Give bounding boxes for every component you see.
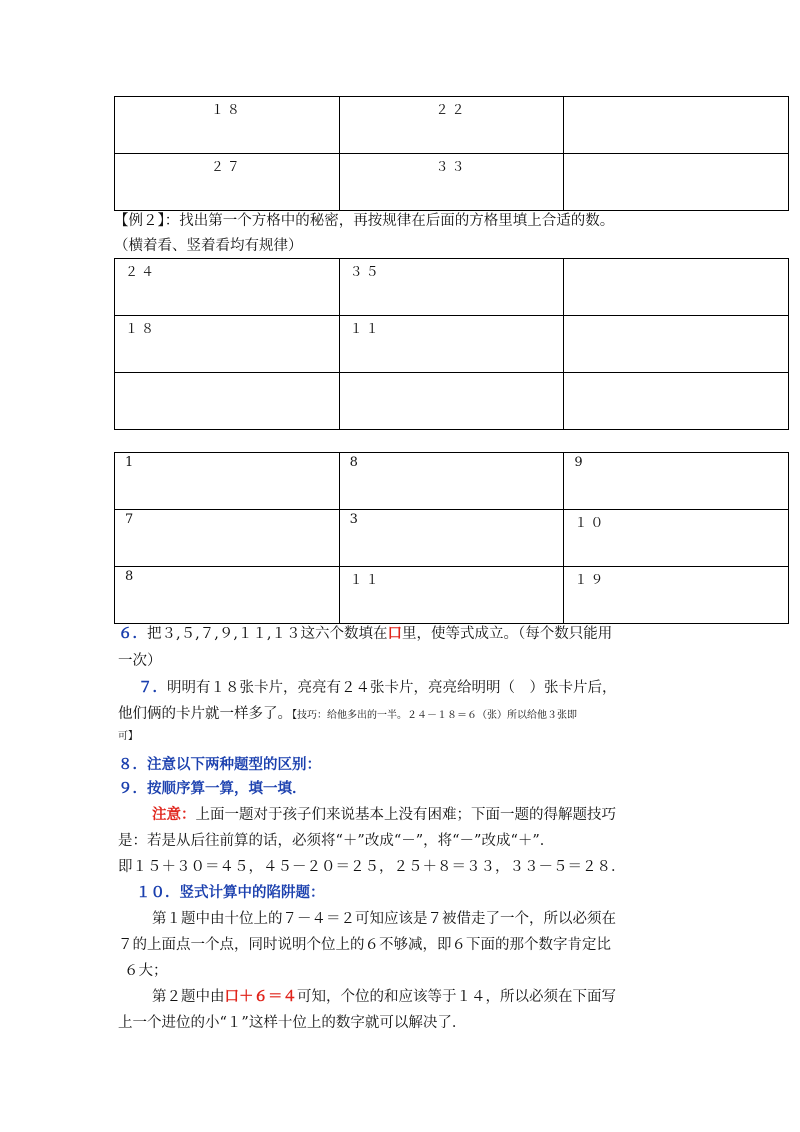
table-row xyxy=(115,97,789,154)
table-2 xyxy=(114,258,789,430)
table-cell: ３３ xyxy=(339,154,564,211)
table-row xyxy=(115,510,789,567)
tip-text-cont: 可】 xyxy=(118,731,138,742)
table-cell: 9 xyxy=(564,453,789,510)
note-label: 注意： xyxy=(152,806,196,823)
tip-text: 【技巧：给他多出的一半。２４－１８＝６（张）所以给他３张即 xyxy=(292,710,577,721)
table-cell: １９ xyxy=(564,567,789,624)
table-row xyxy=(115,567,789,624)
table-cell: 1 xyxy=(115,453,340,510)
note-line-3: 即１５＋３０＝４５，４５－２０＝２５，２５＋８＝３３，３３－５＝２８． xyxy=(118,859,626,875)
table-row xyxy=(115,154,789,211)
table-cell xyxy=(564,154,789,211)
example-2-heading: 【例２】：找出第一个方格中的秘密，再按规律在后面的方格里填上合适的数。 xyxy=(114,213,615,229)
question-text: 明明有１８张卡片，亮亮有２４张卡片，亮亮给明明（ ）张卡片后， xyxy=(167,680,617,696)
table-cell: １０ xyxy=(564,510,789,567)
example-2-hint: （横着看、竖着看均有规律） xyxy=(114,238,303,254)
q10-paragraph-2 xyxy=(152,987,616,1007)
table-cell xyxy=(339,373,564,430)
paragraph-text: 第２题中由 xyxy=(152,989,225,1005)
answer-box: 口 xyxy=(387,625,403,642)
question-6-cont: 一次） xyxy=(118,653,162,669)
table-row xyxy=(115,259,789,316)
table-cell: 8 xyxy=(115,567,340,624)
question-number: ７． xyxy=(138,679,167,696)
table-cell: ２２ xyxy=(339,97,564,154)
table-cell: ２４ xyxy=(115,259,340,316)
question-7-cont xyxy=(118,704,577,726)
question-text: 把３,５,７,９,１１,１３这六个数填在 xyxy=(147,626,388,642)
table-cell: １１ xyxy=(339,316,564,373)
table-cell xyxy=(564,373,789,430)
question-number: ６． xyxy=(118,625,147,642)
question-9: ９．按顺序算一算，填一填． xyxy=(118,780,307,797)
table-cell: 8 xyxy=(339,453,564,510)
question-6 xyxy=(118,624,612,644)
question-text: 里，使等式成立。（每个数只能用 xyxy=(402,626,613,642)
q10-paragraph-2-cont: 上一个进位的小“１”这样十位上的数字就可以解决了． xyxy=(118,1015,467,1031)
table-cell xyxy=(115,373,340,430)
table-row xyxy=(115,453,789,510)
question-10-title: １０．竖式计算中的陷阱题： xyxy=(136,884,325,901)
table-3 xyxy=(114,452,789,624)
note-line-2: 是：若是从后往前算的话，必须将“＋”改成“－”，将“－”改成“＋”． xyxy=(118,833,555,849)
table-cell: ３５ xyxy=(339,259,564,316)
note-line-1 xyxy=(152,805,616,825)
note-text: 上面一题对于孩子们来说基本上没有困难；下面一题的得解题技巧 xyxy=(195,807,616,823)
table-row xyxy=(115,316,789,373)
equation: 口＋６＝４ xyxy=(224,988,297,1005)
q10-paragraph-1-cont: ７的上面点一个点，同时说明个位上的６不够减，即６下面的那个数字肯定比 xyxy=(118,937,611,953)
table-1 xyxy=(114,96,789,211)
question-text: 他们俩的卡片就一样多了。 xyxy=(118,706,292,722)
table-cell xyxy=(564,259,789,316)
table-cell: 7 xyxy=(115,510,340,567)
question-8: ８．注意以下两种题型的区别： xyxy=(118,756,321,773)
table-cell: ２７ xyxy=(115,154,340,211)
paragraph-text: 可知，个位的和应该等于１４，所以必须在下面写 xyxy=(297,989,616,1005)
table-cell xyxy=(564,316,789,373)
table-cell: 3 xyxy=(339,510,564,567)
table-row xyxy=(115,373,789,430)
table-cell: １１ xyxy=(339,567,564,624)
q10-paragraph-1: 第１题中由十位上的７－４＝２可知应该是７被借走了一个，所以必须在 xyxy=(152,911,616,927)
table-cell: １８ xyxy=(115,97,340,154)
table-cell xyxy=(564,97,789,154)
table-cell: １８ xyxy=(115,316,340,373)
q10-paragraph-1-end: ６大； xyxy=(124,963,168,979)
question-7 xyxy=(138,678,617,698)
